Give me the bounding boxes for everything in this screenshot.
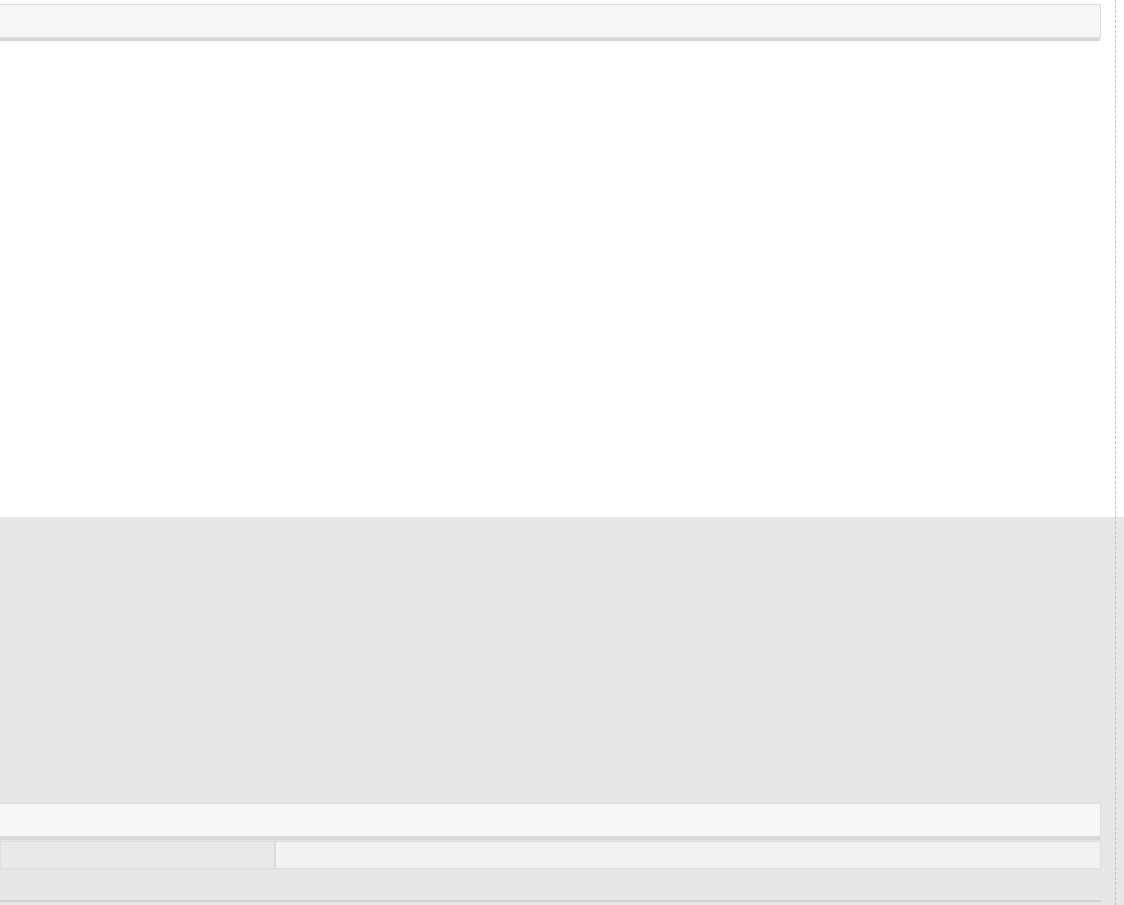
observaciones-value bbox=[275, 841, 1101, 869]
section-header-observaciones bbox=[0, 803, 1101, 837]
bottom-divider bbox=[0, 900, 1101, 902]
observaciones-label bbox=[0, 841, 275, 869]
dashed-divider bbox=[1115, 0, 1116, 905]
section-header-visita bbox=[0, 4, 1101, 38]
